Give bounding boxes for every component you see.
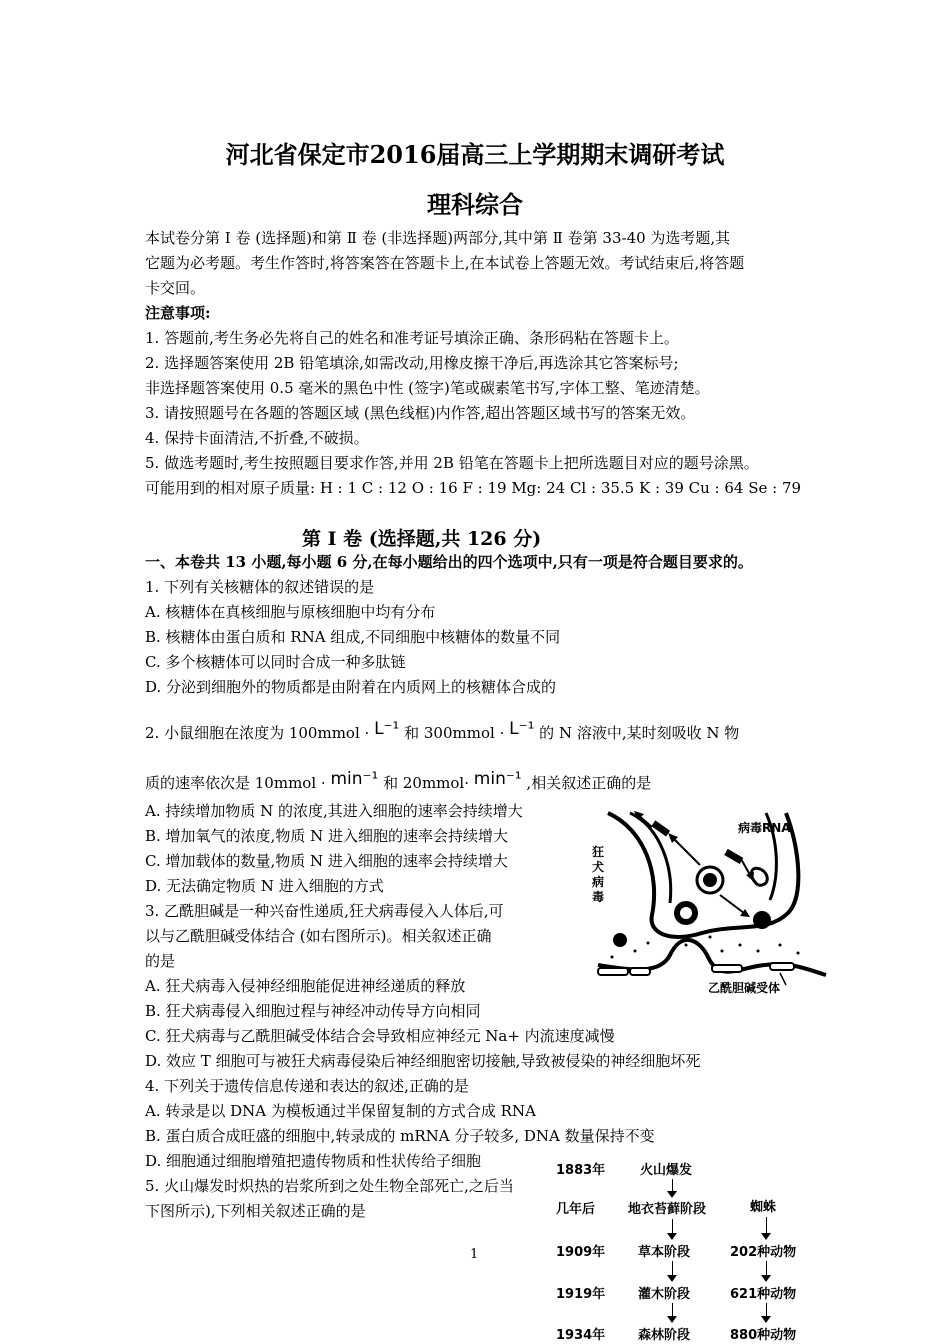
q1-option-a: A. 核糖体在真核细胞与原核细胞中均有分布 (145, 603, 436, 621)
q2-stem-line-2 (145, 769, 651, 793)
unit-min: min⁻¹ (473, 769, 522, 789)
timeline-stage: 森林阶段 (638, 1328, 691, 1343)
q3-stem-line: 3. 乙酰胆碱是一种兴奋性递质,狂犬病毒侵入人体后,可 (145, 902, 504, 920)
page-subtitle: 理科综合 (427, 190, 523, 219)
timeline-animals: 621种动物 (730, 1287, 797, 1302)
q1-option-b: B. 核糖体由蛋白质和 RNA 组成,不同细胞中核糖体的数量不同 (145, 628, 561, 646)
q3-option-b: B. 狂犬病毒侵入细胞过程与神经冲动传导方向相同 (145, 1002, 481, 1020)
notice-item: 5. 做选考题时,考生按照题目要求作答,并用 2B 铅笔在答题卡上把所选题目对应的题号涂黑。 (145, 454, 759, 472)
unit-l: L⁻¹ (374, 719, 400, 739)
down-arrow-icon (667, 1233, 677, 1240)
down-arrow-icon (667, 1275, 677, 1282)
notice-heading: 注意事项: (145, 304, 211, 322)
intro-line-3: 卡交回。 (145, 279, 206, 297)
intro-line-2: 它题为必考题。考生作答时,将答案答在答题卡上,在本试卷上答题无效。考试结束后,将答题 (145, 254, 745, 272)
timeline-stage: 地衣苔藓阶段 (628, 1202, 707, 1217)
timeline-year: 1934年 (556, 1328, 606, 1343)
q2-option-b: B. 增加氧气的浓度,物质 N 进入细胞的速率会持续增大 (145, 827, 508, 845)
q3-option-a: A. 狂犬病毒入侵神经细胞能促进神经递质的释放 (145, 977, 466, 995)
timeline-animals: 202种动物 (730, 1245, 797, 1260)
timeline-year: 几年后 (556, 1202, 596, 1217)
ach-receptor-label: 乙酰胆碱受体 (708, 981, 781, 995)
viral-rna-label: 病毒RNA (738, 821, 791, 835)
rabies-synapse-figure (590, 805, 830, 1000)
q4-option-b: B. 蛋白质合成旺盛的细胞中,转录成的 mRNA 分子较多, DNA 数量保持不变 (145, 1127, 655, 1145)
q2-option-a: A. 持续增加物质 N 的浓度,其进入细胞的速率会持续增大 (145, 802, 523, 820)
q5-stem-line: 5. 火山爆发时炽热的岩浆所到之处生物全部死亡,之后当 (145, 1177, 514, 1195)
q5-stem-line: 下图所示),下列相关叙述正确的是 (145, 1202, 366, 1220)
q4-stem: 4. 下列关于遗传信息传递和表达的叙述,正确的是 (145, 1077, 469, 1095)
down-arrow-icon (667, 1316, 677, 1323)
q1-option-d: D. 分泌到细胞外的物质都是由附着在内质网上的核糖体合成的 (145, 678, 557, 696)
down-arrow-icon (761, 1233, 771, 1240)
notice-item: 非选择题答案使用 0.5 毫米的黑色中性 (签字)笔或碳素笔书写,字体工整、笔迹清楚。 (145, 379, 710, 397)
atomic-mass-line: 可能用到的相对原子质量: H : 1 C : 12 O : 16 F : 19 Mg: 24 Cl : 35.5 K : 39 Cu : 64 Se : 79 (145, 479, 802, 497)
q3-option-c: C. 狂犬病毒与乙酰胆碱受体结合会导致相应神经元 Na+ 内流速度减慢 (145, 1027, 615, 1045)
q1-option-c: C. 多个核糖体可以同时合成一种多肽链 (145, 653, 406, 671)
q2-option-d: D. 无法确定物质 N 进入细胞的方式 (145, 877, 384, 895)
timeline-stage: 灌木阶段 (638, 1287, 691, 1302)
timeline-animals: 蜘蛛 (750, 1200, 777, 1215)
intro-line-1: 本试卷分第 Ⅰ 卷 (选择题)和第 Ⅱ 卷 (非选择题)两部分,其中第 Ⅱ 卷第 33-40 为选考题,其 (145, 229, 731, 247)
q2-text: 2. 小鼠细胞在浓度为 100mmol · (145, 724, 370, 742)
succession-timeline (552, 1153, 832, 1344)
timeline-stage: 草本阶段 (638, 1245, 691, 1260)
unit-l: L⁻¹ (509, 719, 535, 739)
rabies-virus-label: 狂犬病毒 (592, 845, 605, 904)
q3-option-d: D. 效应 T 细胞可与被狂犬病毒侵染后神经细胞密切接触,导致被侵染的神经细胞坏死 (145, 1052, 701, 1070)
down-arrow-icon (761, 1316, 771, 1323)
q2-text: ,相关叙述正确的是 (526, 774, 652, 792)
timeline-year: 1919年 (556, 1287, 606, 1302)
q2-text: 质的速率依次是 10mmol · (145, 774, 326, 792)
q3-stem-line: 以与乙酰胆碱受体结合 (如右图所示)。相关叙述正确 (145, 927, 492, 945)
part1-instruction: 一、本卷共 13 小题,每小题 6 分,在每小题给出的四个选项中,只有一项是符合题目要求的。 (145, 553, 753, 571)
synapse-diagram (590, 805, 830, 1000)
notice-item: 4. 保持卡面清洁,不折叠,不破损。 (145, 429, 369, 447)
q1-stem: 1. 下列有关核糖体的叙述错误的是 (145, 578, 375, 596)
q2-text: 和 300mmol · (404, 724, 505, 742)
page-title: 河北省保定市2016届高三上学期期末调研考试 (225, 140, 725, 169)
timeline-year: 1883年 (556, 1163, 606, 1178)
part1-heading: 第 Ⅰ 卷 (选择题,共 126 分) (302, 528, 542, 550)
down-arrow-icon (667, 1191, 677, 1198)
page-number: 1 (470, 1247, 479, 1262)
timeline-animals: 880种动物 (730, 1328, 797, 1343)
timeline-year: 1909年 (556, 1245, 606, 1260)
q2-text: 的 N 溶液中,某时刻吸收 N 物 (539, 724, 740, 742)
timeline-stage: 火山爆发 (640, 1163, 693, 1178)
notice-item: 2. 选择题答案使用 2B 铅笔填涂,如需改动,用橡皮擦干净后,再选涂其它答案标号; (145, 354, 679, 372)
q4-option-d: D. 细胞通过细胞增殖把遗传物质和性状传给子细胞 (145, 1152, 482, 1170)
notice-item: 1. 答题前,考生务必先将自己的姓名和准考证号填涂正确、条形码粘在答题卡上。 (145, 329, 679, 347)
q2-text: 和 20mmol· (383, 774, 469, 792)
notice-item: 3. 请按照题号在各题的答题区域 (黑色线框)内作答,超出答题区域书写的答案无效。 (145, 404, 696, 422)
q4-option-a: A. 转录是以 DNA 为模板通过半保留复制的方式合成 RNA (145, 1102, 536, 1120)
unit-min: min⁻¹ (330, 769, 379, 789)
down-arrow-icon (761, 1275, 771, 1282)
q2-stem-line-1 (145, 719, 739, 743)
q3-stem-line: 的是 (145, 952, 176, 970)
q2-option-c: C. 增加载体的数量,物质 N 进入细胞的速率会持续增大 (145, 852, 508, 870)
